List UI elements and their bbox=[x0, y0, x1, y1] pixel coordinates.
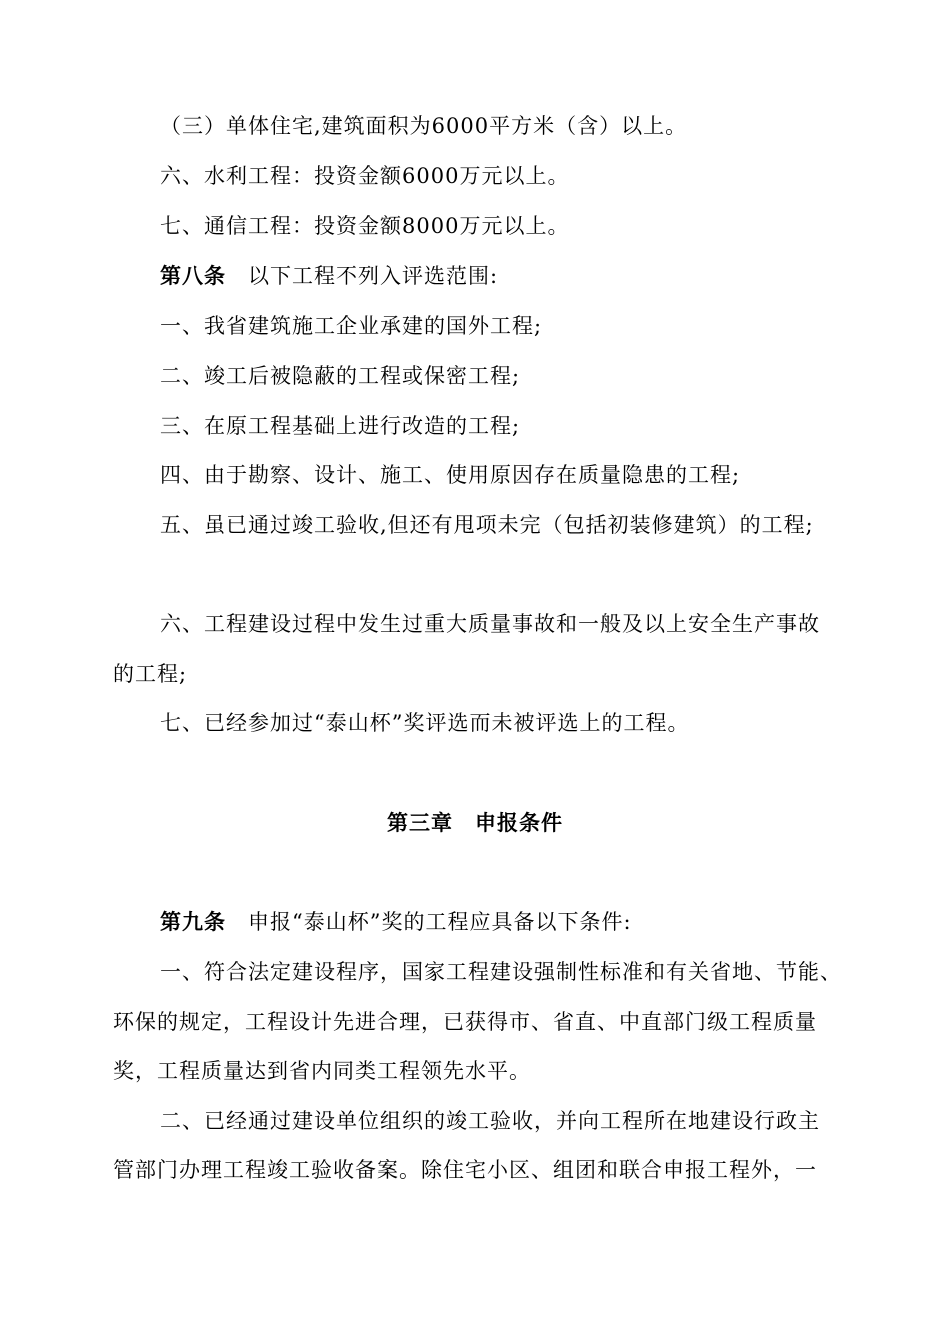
article-8-line bbox=[160, 261, 498, 291]
paragraph-line: 七、已经参加过“泰山杯”奖评选而未被评选上的工程。 bbox=[160, 711, 690, 735]
article-8-text: 以下工程不列入评选范围: bbox=[248, 264, 499, 288]
paragraph-line: 环保的规定，工程设计先进合理，已获得市、省直、中直部门级工程质量 bbox=[113, 1010, 817, 1034]
paragraph-line: 一、我省建筑施工企业承建的国外工程; bbox=[160, 314, 543, 338]
article-9-text: 申报“泰山杯”奖的工程应具备以下条件: bbox=[248, 910, 632, 934]
article-8-label: 第八条 bbox=[160, 264, 226, 288]
paragraph-line: （三）单体住宅,建筑面积为6000平方米（含）以上。 bbox=[160, 114, 688, 138]
paragraph-line: 奖，工程质量达到省内同类工程领先水平。 bbox=[113, 1059, 531, 1083]
paragraph-line: 六、工程建设过程中发生过重大质量事故和一般及以上安全生产事故 bbox=[160, 612, 820, 636]
paragraph-line: 五、虽已通过竣工验收,但还有甩项未完（包括初装修建筑）的工程; bbox=[160, 513, 814, 537]
paragraph-line: 六、水利工程：投资金额6000万元以上。 bbox=[160, 164, 570, 188]
paragraph-line: 一、符合法定建设程序，国家工程建设强制性标准和有关省地、节能、 bbox=[160, 960, 842, 984]
paragraph-line: 四、由于勘察、设计、施工、使用原因存在质量隐患的工程; bbox=[160, 463, 741, 487]
paragraph-line: 管部门办理工程竣工验收备案。除住宅小区、组团和联合申报工程外，一 bbox=[113, 1158, 817, 1182]
paragraph-line: 七、通信工程：投资金额8000万元以上。 bbox=[160, 214, 570, 238]
paragraph-line: 的工程; bbox=[113, 662, 188, 686]
paragraph-line: 二、已经通过建设单位组织的竣工验收，并向工程所在地建设行政主 bbox=[160, 1109, 820, 1133]
paragraph-line: 二、竣工后被隐蔽的工程或保密工程; bbox=[160, 364, 521, 388]
chapter-heading: 第三章 申报条件 bbox=[387, 811, 563, 835]
article-9-line bbox=[160, 907, 632, 937]
paragraph-line: 三、在原工程基础上进行改造的工程; bbox=[160, 414, 521, 438]
article-9-label: 第九条 bbox=[160, 910, 226, 934]
